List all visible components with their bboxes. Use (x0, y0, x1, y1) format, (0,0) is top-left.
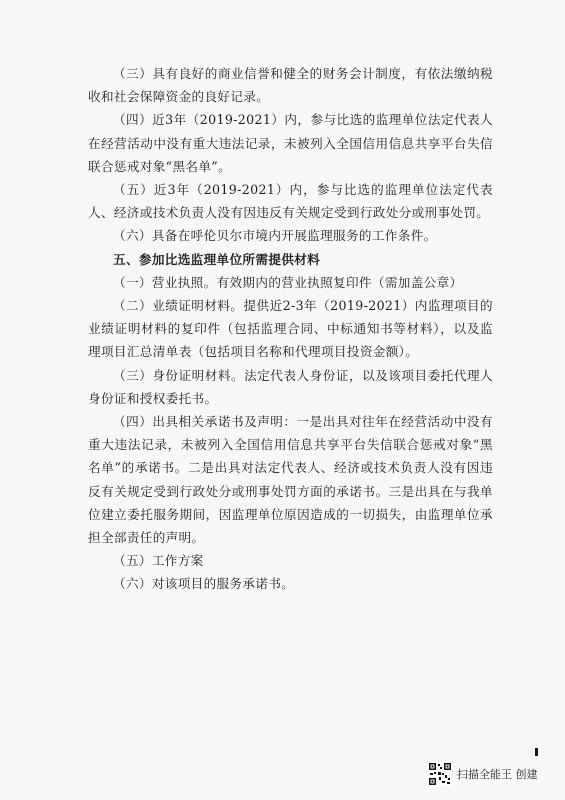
paragraph-qualification-3: （三）具有良好的商业信誉和健全的财务会计制度，有依法缴纳税收和社会保障资金的良好记录。 (88, 66, 493, 105)
paragraph-qualification-5: （五）近3年（2019-2021）内，参与比选的监理单位法定代表人、经济或技术负责人没有因违反有关规定受到行政处分或刑事处罚。 (88, 182, 493, 221)
scanner-app-label: 扫描全能王 创建 (457, 768, 538, 781)
scanner-watermark (428, 762, 538, 786)
paragraph-material-1: （一）营业执照。有效期内的营业执照复印件（需加盖公章） (113, 274, 463, 290)
page-edge-mark (535, 748, 538, 756)
paragraph-material-2: （二）业绩证明材料。提供近2-3年（2019-2021）内监理项目的业绩证明材料的复印件（包括监理合同、中标通知书等材料），以及监理项目汇总清单表（包括项目名称和代理项目投资金额）。 (88, 298, 493, 360)
paragraph-qualification-6: （六）具备在呼伦贝尔市境内开展监理服务的工作条件。 (113, 228, 437, 244)
paragraph-qualification-4: （四）近3年（2019-2021）内，参与比选的监理单位法定代表人在经营活动中没有重大违法记录，未被列入全国信用信息共享平台失信联合惩戒对象“黑名单”。 (88, 112, 493, 174)
paragraph-material-5: （五）工作方案 (113, 553, 204, 569)
paragraph-material-3: （三）身份证明材料。法定代表人身份证，以及该项目委托代理人身份证和授权委托书。 (88, 367, 493, 406)
document-body (88, 62, 493, 596)
qr-code-icon (428, 762, 452, 786)
paragraph-material-4: （四）出具相关承诺书及声明：一是出具对往年在经营活动中没有重大违法记录，未被列入全国信用信息共享平台失信联合惩戒对象“黑名单”的承诺书。二是出具对法定代表人、经济或技术负责人没有因违反有关规定受到行政处分或刑事处罚方面的承诺书。三是出具在与我单位建立委托服务期间，因监理单位原因造成的一切损失，由监理单位承担全部责任的声明。 (88, 414, 493, 546)
paragraph-material-6: （六）对该项目的服务承诺书。 (113, 576, 295, 592)
section-heading-materials: 五、参加比选监理单位所需提供材料 (113, 251, 321, 267)
